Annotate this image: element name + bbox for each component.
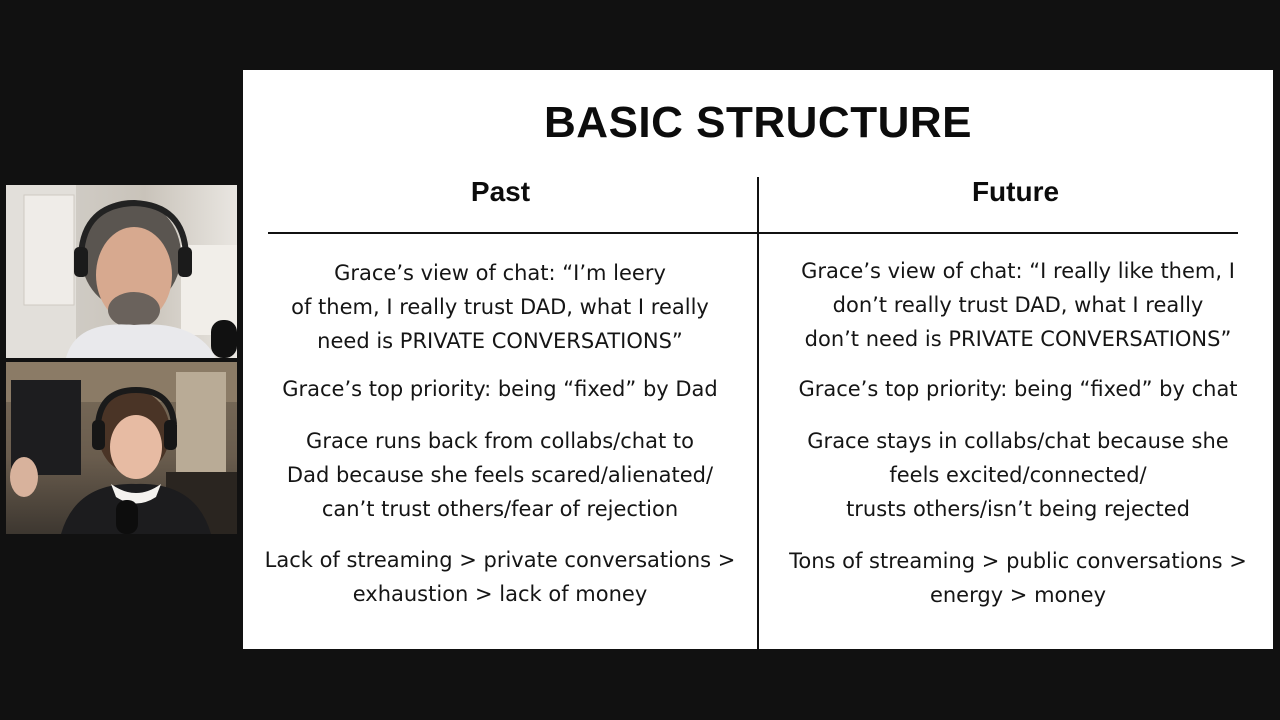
future-row-3: Grace stays in collabs/chat because she feels excited/connected/ trusts others/isn’t being rejected bbox=[807, 429, 1229, 521]
webcam-feed-guest[interactable] bbox=[6, 362, 237, 534]
header-divider bbox=[268, 232, 1238, 234]
future-row-1: Grace’s view of chat: “I really like them, I don’t really trust DAD, what I really don’t need is PRIVATE CONVERSATIONS” bbox=[801, 259, 1235, 351]
column-header-future: Future bbox=[971, 176, 1060, 207]
column-divider bbox=[757, 177, 759, 649]
slide-title: BASIC STRUCTURE bbox=[544, 98, 972, 147]
column-header-past: Past bbox=[470, 176, 531, 207]
past-row-4: Lack of streaming > private conversations > exhaustion > lack of money bbox=[264, 548, 736, 606]
past-row-1: Grace’s view of chat: “I’m leery of them, I really trust DAD, what I really need is PRIVATE CONVERSATIONS” bbox=[291, 261, 709, 353]
future-row-2: Grace’s top priority: being “fixed” by chat bbox=[798, 377, 1238, 401]
past-row-3: Grace runs back from collabs/chat to Dad because she feels scared/alienated/ can’t trust others/fear of rejection bbox=[286, 429, 714, 521]
presentation-slide bbox=[243, 70, 1273, 649]
webcam-feed-host[interactable] bbox=[6, 185, 237, 358]
webcam-guest-figure bbox=[6, 362, 237, 534]
past-row-2: Grace’s top priority: being “fixed” by Dad bbox=[282, 377, 718, 401]
future-row-4: Tons of streaming > public conversations > energy > money bbox=[789, 549, 1247, 607]
webcam-host-figure bbox=[6, 185, 237, 358]
